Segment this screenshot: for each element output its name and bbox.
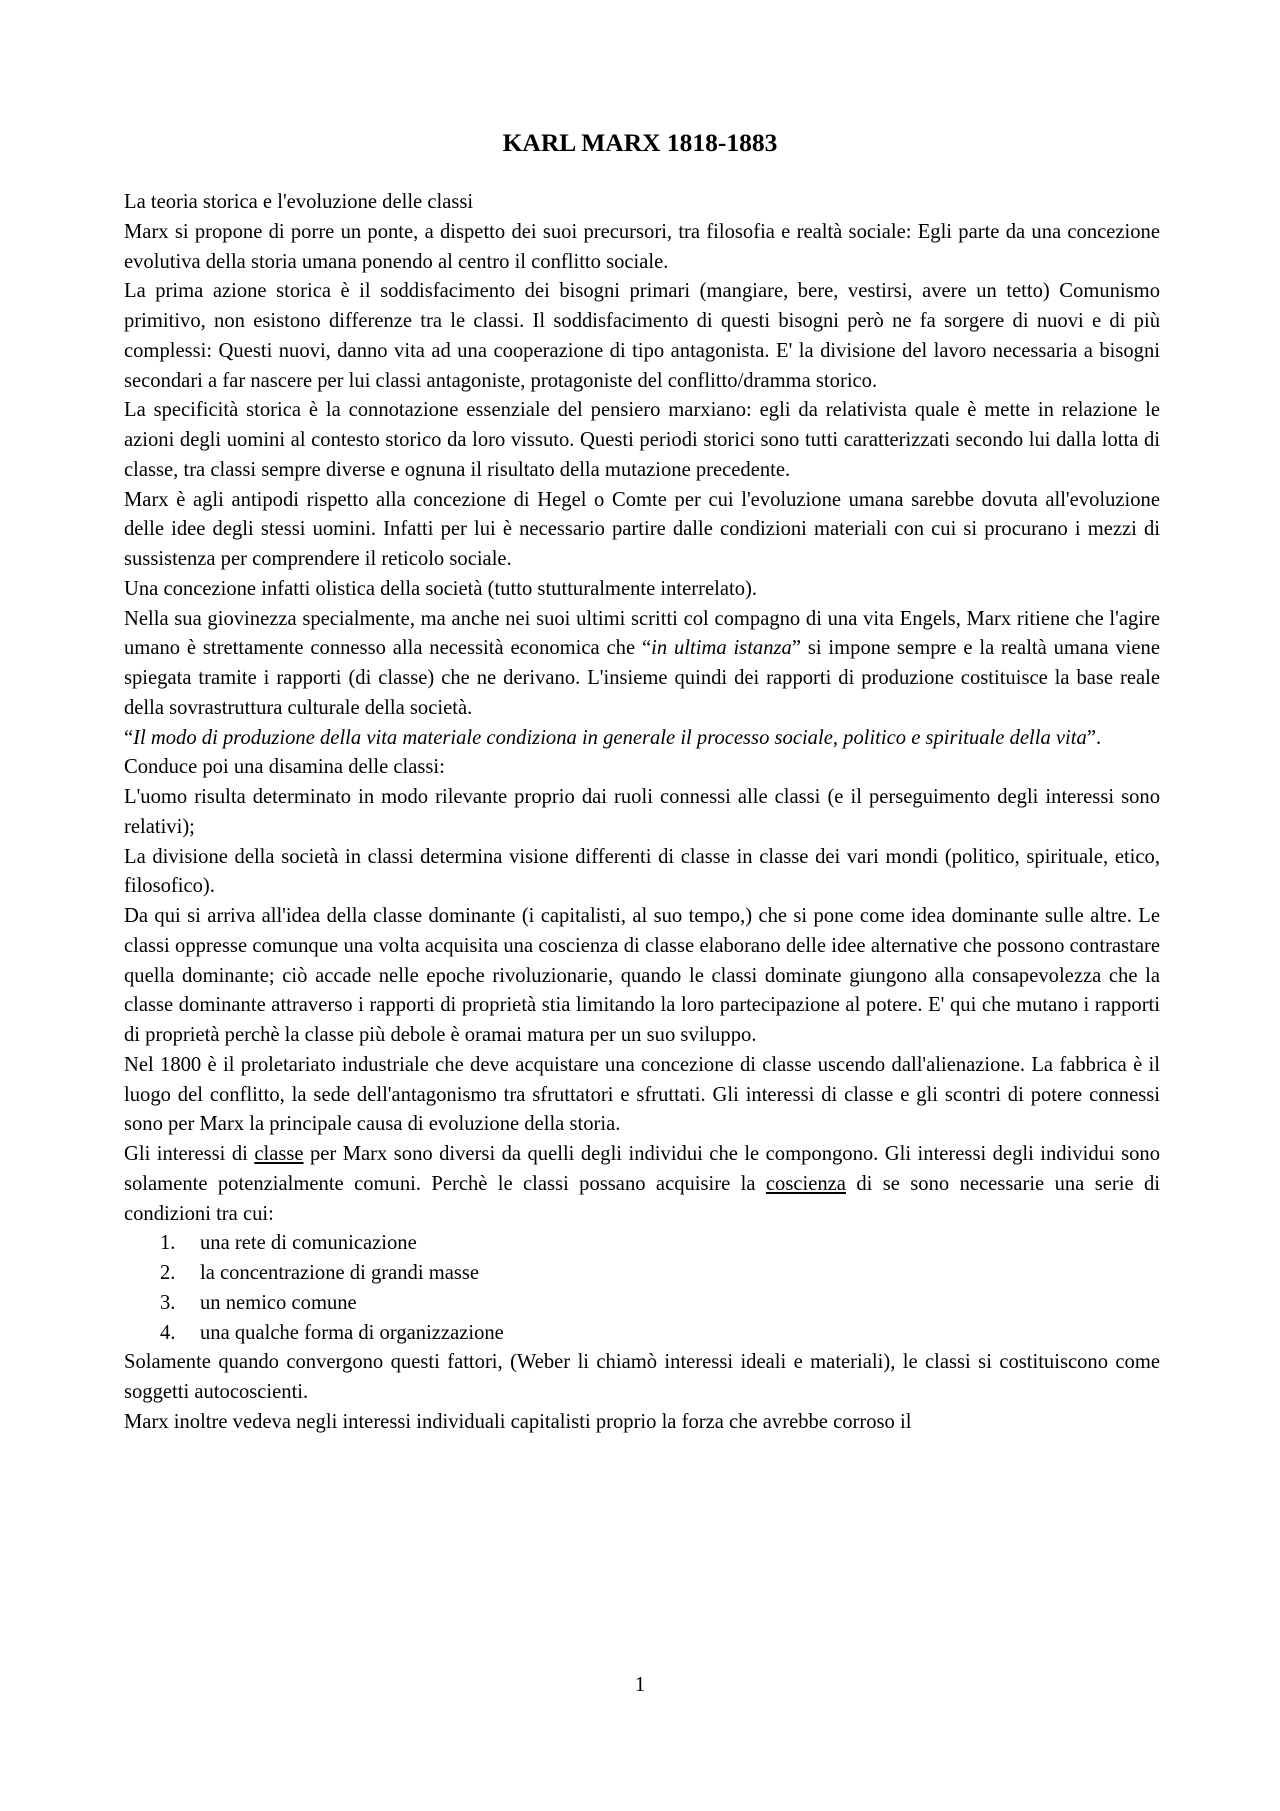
document-body	[124, 188, 1160, 1438]
paragraph: La divisione della società in classi determina visione differenti di classe in classe dei vari mondi (politico, spirituale, etico, filosofico).	[124, 845, 1160, 898]
paragraph-text: Nella sua giovinezza specialmente, ma anche nei suoi ultimi scritti col compagno di una vita Engels, Marx ritiene che l'agire umano è strettamente connesso alla necessità economica che “	[124, 607, 1160, 660]
section-heading: La teoria storica e l'evoluzione delle classi	[124, 191, 474, 213]
paragraph: Una concezione infatti olistica della società (tutto stutturalmente interrelato).	[124, 577, 758, 600]
list-item-text: una qualche forma di organizzazione	[200, 1321, 504, 1344]
page-number: 1	[634, 1674, 646, 1696]
paragraph: Marx è agli antipodi rispetto alla concezione di Hegel o Comte per cui l'evoluzione umana sarebbe dovuta all'evoluzione delle idee degli stessi uomini. Infatti per lui è necessario partire dalle condizioni materiali con cui si procurano i mezzi di sussistenza per comprendere il reticolo sociale.	[124, 488, 1160, 570]
paragraph: Marx inoltre vedeva negli interessi individuali capitalisti proprio la forza che avrebbe corroso il	[124, 1410, 912, 1433]
paragraph: Conduce poi una disamina delle classi:	[124, 756, 445, 779]
quotation	[124, 724, 1160, 754]
list-item-text: un nemico comune	[200, 1291, 357, 1314]
italic-phrase: in ultima istanza	[651, 637, 792, 660]
paragraph: Nel 1800 è il proletariato industriale che deve acquistare una concezione di classe uscendo dall'alienazione. La fabbrica è il luogo del conflitto, la sede dell'antagonismo tra sfruttatori e sfruttati. Gli interessi di classe e gli scontri di potere connessi sono per Marx la principale causa di evoluzione della storia.	[124, 1053, 1160, 1136]
list-item	[160, 1319, 1160, 1349]
paragraph: Solamente quando convergono questi fattori, (Weber li chiamò interessi ideali e materiali), le classi si costituiscono come soggetti autocoscienti.	[124, 1351, 1160, 1403]
paragraph-text: Gli interessi di	[124, 1143, 255, 1165]
paragraph-text: di se sono necessarie una serie di condizioni tra cui:	[124, 1172, 1160, 1225]
list-item-text: una rete di comunicazione	[200, 1232, 417, 1255]
underlined-word: classe	[254, 1143, 304, 1165]
list-number: 1.	[160, 1232, 176, 1255]
list-item	[160, 1259, 1160, 1289]
list-number: 3.	[160, 1291, 176, 1314]
underlined-word: coscienza	[765, 1172, 846, 1195]
quote-mark: ”.	[1086, 726, 1102, 749]
paragraph-text: per Marx sono diversi da quelli degli individui che le compongono. Gli interessi degli individui sono solamente potenzialmente comuni. Perchè le classi possano acquisire la	[124, 1143, 1160, 1195]
conditions-list	[124, 1229, 1160, 1348]
paragraph: La prima azione storica è il soddisfacimento dei bisogni primari (mangiare, bere, vestirsi, avere un tetto) Comunismo primitivo, non esistono differenze tra le classi. Il soddisfacimento di questi bisogni però ne fa sorgere di nuovi e di più complessi: Questi nuovi, danno vita ad una cooperazione di tipo antagonista. E' la divisione del lavoro necessaria a bisogni secondari a far nascere per lui classi antagoniste, protagoniste del conflitto/dramma storico.	[124, 280, 1160, 392]
document-title: KARL MARX 1818-1883	[502, 128, 778, 157]
paragraph: La specificità storica è la connotazione essenziale del pensiero marxiano: egli da relativista quale è mette in relazione le azioni degli uomini al contesto storico da loro vissuto. Questi periodi storici sono tutti caratterizzati secondo lui dalla lotta di classe, tra classi sempre diverse e ognuna il risultato della mutazione precedente.	[124, 399, 1160, 481]
paragraph	[124, 605, 1160, 724]
paragraph	[124, 1140, 1160, 1229]
list-number: 4.	[160, 1321, 176, 1344]
paragraph: Da qui si arriva all'idea della classe dominante (i capitalisti, al suo tempo,) che si pone come idea dominante sulle altre. Le classi oppresse comunque una volta acquisita una coscienza di classe elaborano delle idee alternative che possono contrastare quella dominante; ciò accade nelle epoche rivoluzionarie, quando le classi dominate giungono alla consapevolezza che la classe dominante attraverso i rapporti di proprietà stia limitando la loro partecipazione al potere. E' qui che mutano i rapporti di proprietà perchè la classe più debole è oramai matura per un suo sviluppo.	[124, 905, 1160, 1046]
list-item	[160, 1229, 1160, 1259]
paragraph-text: ” si impone sempre e la realtà umana viene spiegata tramite i rapporti (di classe) che ne derivano. L'insieme quindi dei rapporti di produzione costituisce la base reale della sovrastruttura culturale della società.	[124, 637, 1160, 719]
quote-mark: “	[124, 726, 134, 749]
list-item-text: la concentrazione di grandi masse	[200, 1262, 480, 1284]
paragraph: Marx si propone di porre un ponte, a dispetto dei suoi precursori, tra filosofia e realtà sociale: Egli parte da una concezione evolutiva della storia umana ponendo al centro il conflitto sociale.	[124, 220, 1160, 273]
quote-text: Il modo di produzione della vita materiale condiziona in generale il processo sociale, politico e spirituale della vita	[133, 726, 1087, 749]
paragraph: L'uomo risulta determinato in modo rilevante proprio dai ruoli connessi alle classi (e il perseguimento degli interessi sono relativi);	[124, 786, 1160, 838]
list-item	[160, 1289, 1160, 1319]
list-number: 2.	[160, 1262, 176, 1284]
